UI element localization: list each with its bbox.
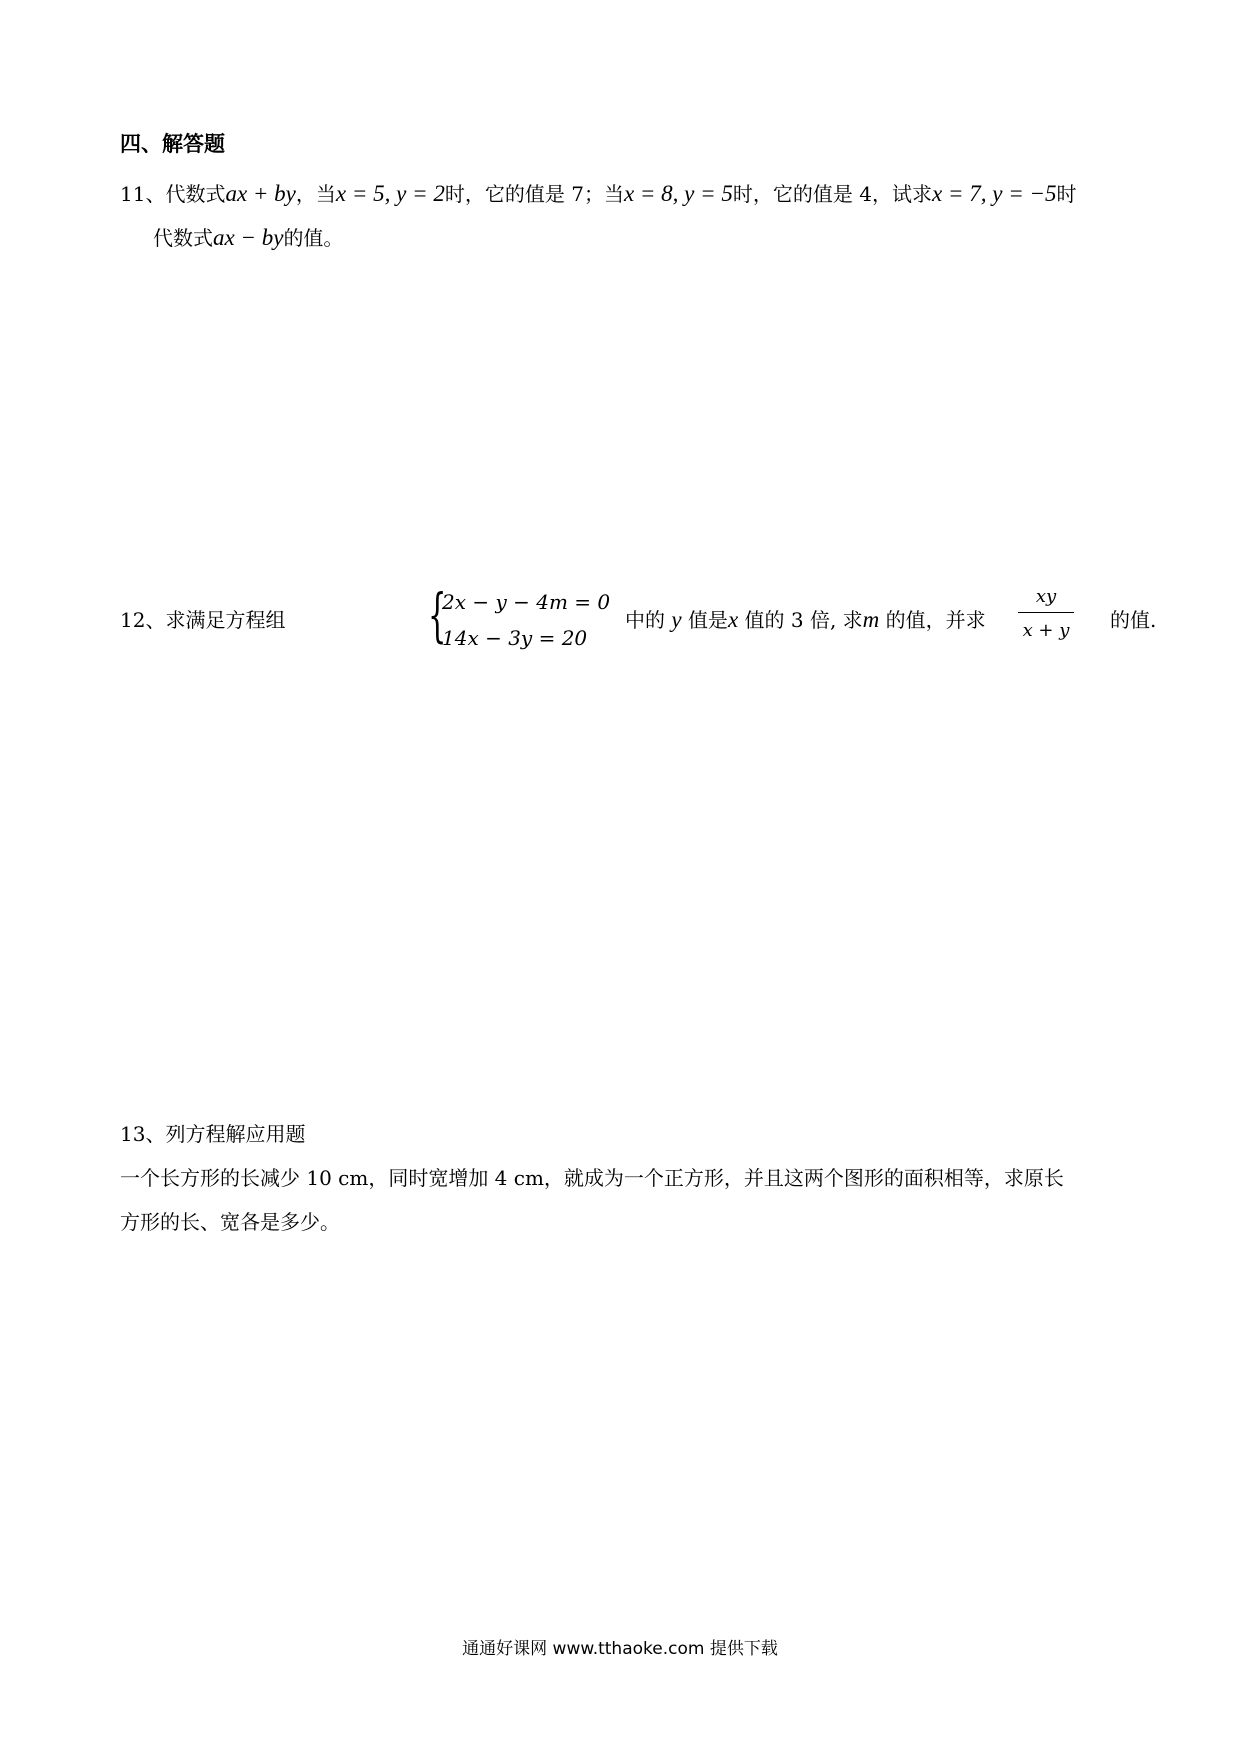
q12-condition [625, 604, 986, 633]
q11-condition-1: x = 5, y = 2 [335, 181, 445, 206]
q11-text: 时，它的值是 7；当 [444, 182, 624, 206]
equation-1: 2x − y − 4m = 0 [442, 590, 611, 614]
fraction-bar [1018, 612, 1074, 613]
q12-variable-m: m [862, 607, 880, 632]
q11-condition-2: x = 8, y = 5 [623, 181, 733, 206]
q12-text: 的值，并求 [885, 608, 986, 632]
q12-tail: 的值. [1110, 608, 1157, 632]
q11-text: 时，它的值是 4，试求 [732, 182, 933, 206]
q12-text: 值的 3 倍, 求 [744, 608, 863, 632]
q11-text: 的值。 [283, 226, 344, 250]
system-brace: { [428, 581, 447, 649]
question-13-body-line-2: 方形的长、宽各是多少。 [120, 1210, 340, 1234]
q11-text: 时 [1056, 182, 1077, 206]
q11-expression: ax + by [225, 181, 296, 206]
footer-credit: 通通好课网 www.tthaoke.com 提供下载 [462, 1639, 778, 1659]
equation-2: 14x − 3y = 20 [442, 626, 588, 650]
section-title: 四、解答题 [120, 132, 225, 156]
q11-text: 代数式 [153, 226, 213, 250]
fraction-denominator: x + y [1022, 620, 1070, 641]
q12-text: 中的 [625, 608, 665, 632]
question-11-line-1 [120, 178, 1077, 207]
q11-target-expression: ax − by [213, 225, 284, 250]
q12-variable-y: y [671, 607, 682, 632]
question-11-line-2 [153, 222, 343, 251]
question-12 [120, 581, 1157, 650]
question-13-body-line-1: 一个长方形的长减少 10 cm，同时宽增加 4 cm，就成为一个正方形，并且这两个图形的面积相等，求原长 [120, 1166, 1064, 1190]
q11-condition-3: x = 7, y = −5 [932, 181, 1057, 206]
q12-lead: 12、求满足方程组 [120, 608, 286, 632]
fraction [1018, 586, 1074, 641]
q12-text: 值是 [687, 608, 728, 632]
fraction-numerator: xy [1035, 586, 1057, 607]
q11-number: 11、代数式 [120, 182, 226, 206]
q12-variable-x: x [727, 607, 739, 632]
q11-text: ，当 [295, 182, 336, 206]
question-13-title: 13、列方程解应用题 [120, 1122, 306, 1146]
